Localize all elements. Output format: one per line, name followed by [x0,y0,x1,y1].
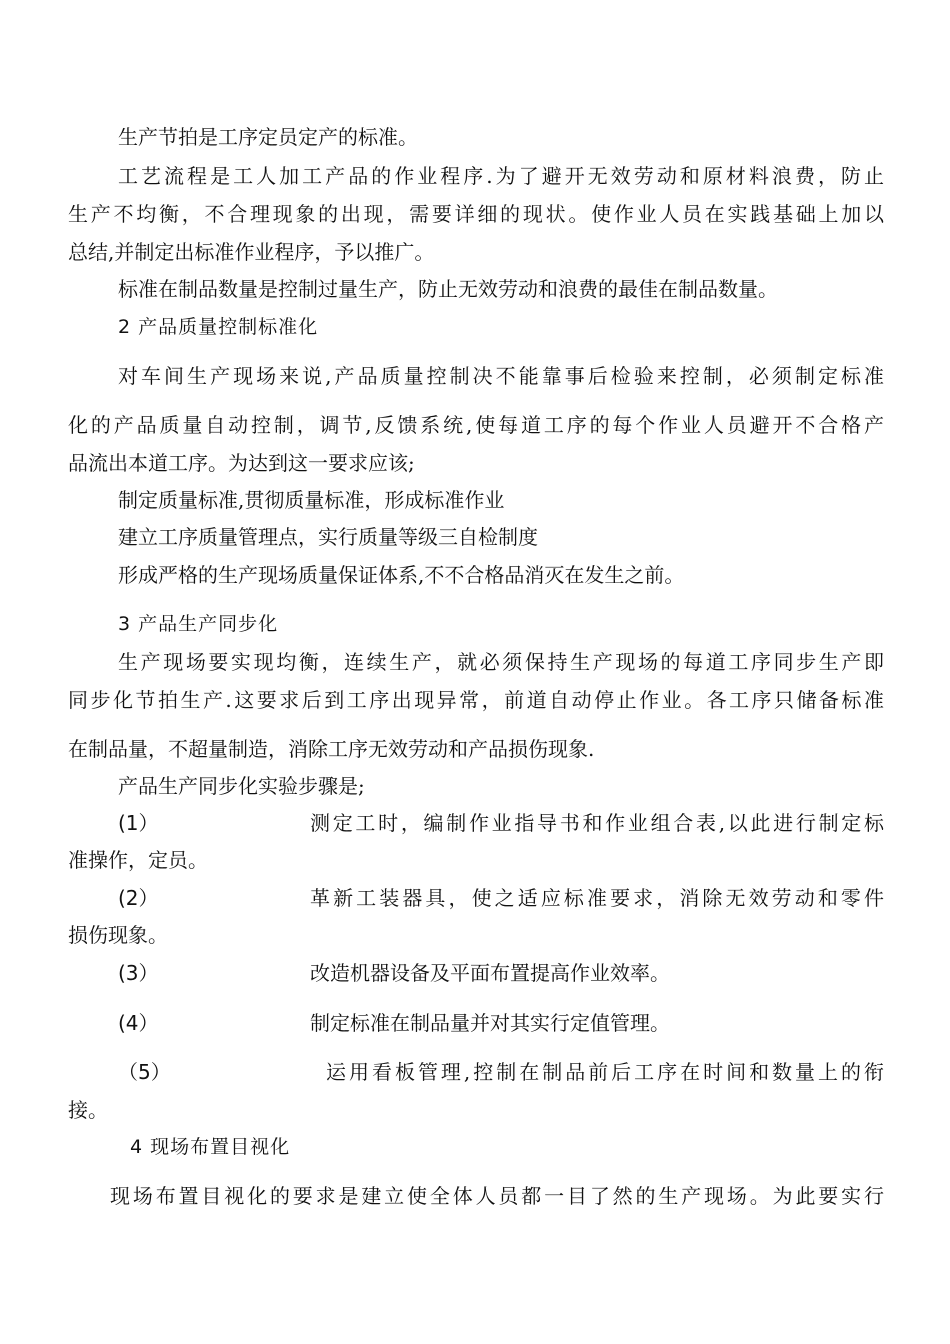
paragraph-sync-line3: 在制品量，不超量制造，消除工序无效劳动和产品损伤现象. [68,737,595,761]
section-heading-visual-layout: 4 现场布置目视化 [130,1136,291,1158]
step-1-number: (1） [118,811,159,835]
list-item-inspection-points: 建立工序质量管理点，实行质量等级三自检制度 [118,525,538,549]
step-2-text: 革新工装器具，使之适应标准要求，消除无效劳动和零件 [310,886,884,910]
paragraph-sync-line2: 同步化节拍生产.这要求后到工序出现异常，前道自动停止作业。各工序只储备标准 [68,688,884,712]
step-1-text: 测定工时，编制作业指导书和作业组合表,以此进行制定标 [310,811,884,835]
paragraph-production-takt: 生产节拍是工序定员定产的标准。 [118,125,418,149]
step-5-text: 运用看板管理,控制在制品前后工序在时间和数量上的衔 [326,1060,884,1084]
paragraph-sync-line1: 生产现场要实现均衡，连续生产，就必须保持生产现场的每道工序同步生产即 [118,650,884,674]
paragraph-quality-line3: 品流出本道工序。为达到这一要求应该; [68,451,415,475]
step-4-text: 制定标准在制品量并对其实行定值管理。 [310,1011,670,1035]
step-5-continuation: 接。 [68,1098,108,1122]
paragraph-sync-steps-intro: 产品生产同步化实验步骤是; [118,774,365,798]
paragraph-visual-layout: 现场布置目视化的要求是建立使全体人员都一目了然的生产现场。为此要实行 [110,1184,884,1208]
step-2-number: (2） [118,886,159,910]
paragraph-quality-line1: 对车间生产现场来说,产品质量控制决不能靠事后检验来控制，必须制定标准 [118,364,884,388]
paragraph-process-flow-line3: 总结,并制定出标准作业程序，予以推广。 [68,240,435,264]
paragraph-process-flow-line1: 工艺流程是工人加工产品的作业程序.为了避开无效劳动和原材料浪费，防止 [118,164,884,188]
section-heading-quality-control: 2 产品质量控制标准化 [118,316,319,338]
step-5-number: （5） [118,1060,171,1084]
step-3-text: 改造机器设备及平面布置提高作业效率。 [310,961,670,985]
paragraph-process-flow-line2: 生产不均衡，不合理现象的出现，需要详细的现状。使作业人员在实践基础上加以 [68,202,884,226]
step-2-continuation: 损伤现象。 [68,923,168,947]
section-heading-synchronization: 3 产品生产同步化 [118,613,279,635]
step-4-number: (4） [118,1011,159,1035]
list-item-quality-standard: 制定质量标准,贯彻质量标准，形成标准作业 [118,488,505,512]
list-item-quality-assurance: 形成严格的生产现场质量保证体系,不不合格品消灭在发生之前。 [118,563,685,587]
paragraph-quality-line2: 化的产品质量自动控制，调节,反馈系统,使每道工序的每个作业人员避开不合格产 [68,413,884,437]
step-3-number: (3） [118,961,159,985]
paragraph-standard-wip: 标准在制品数量是控制过量生产，防止无效劳动和浪费的最佳在制品数量。 [118,277,778,301]
step-1-continuation: 准操作，定员。 [68,848,208,872]
